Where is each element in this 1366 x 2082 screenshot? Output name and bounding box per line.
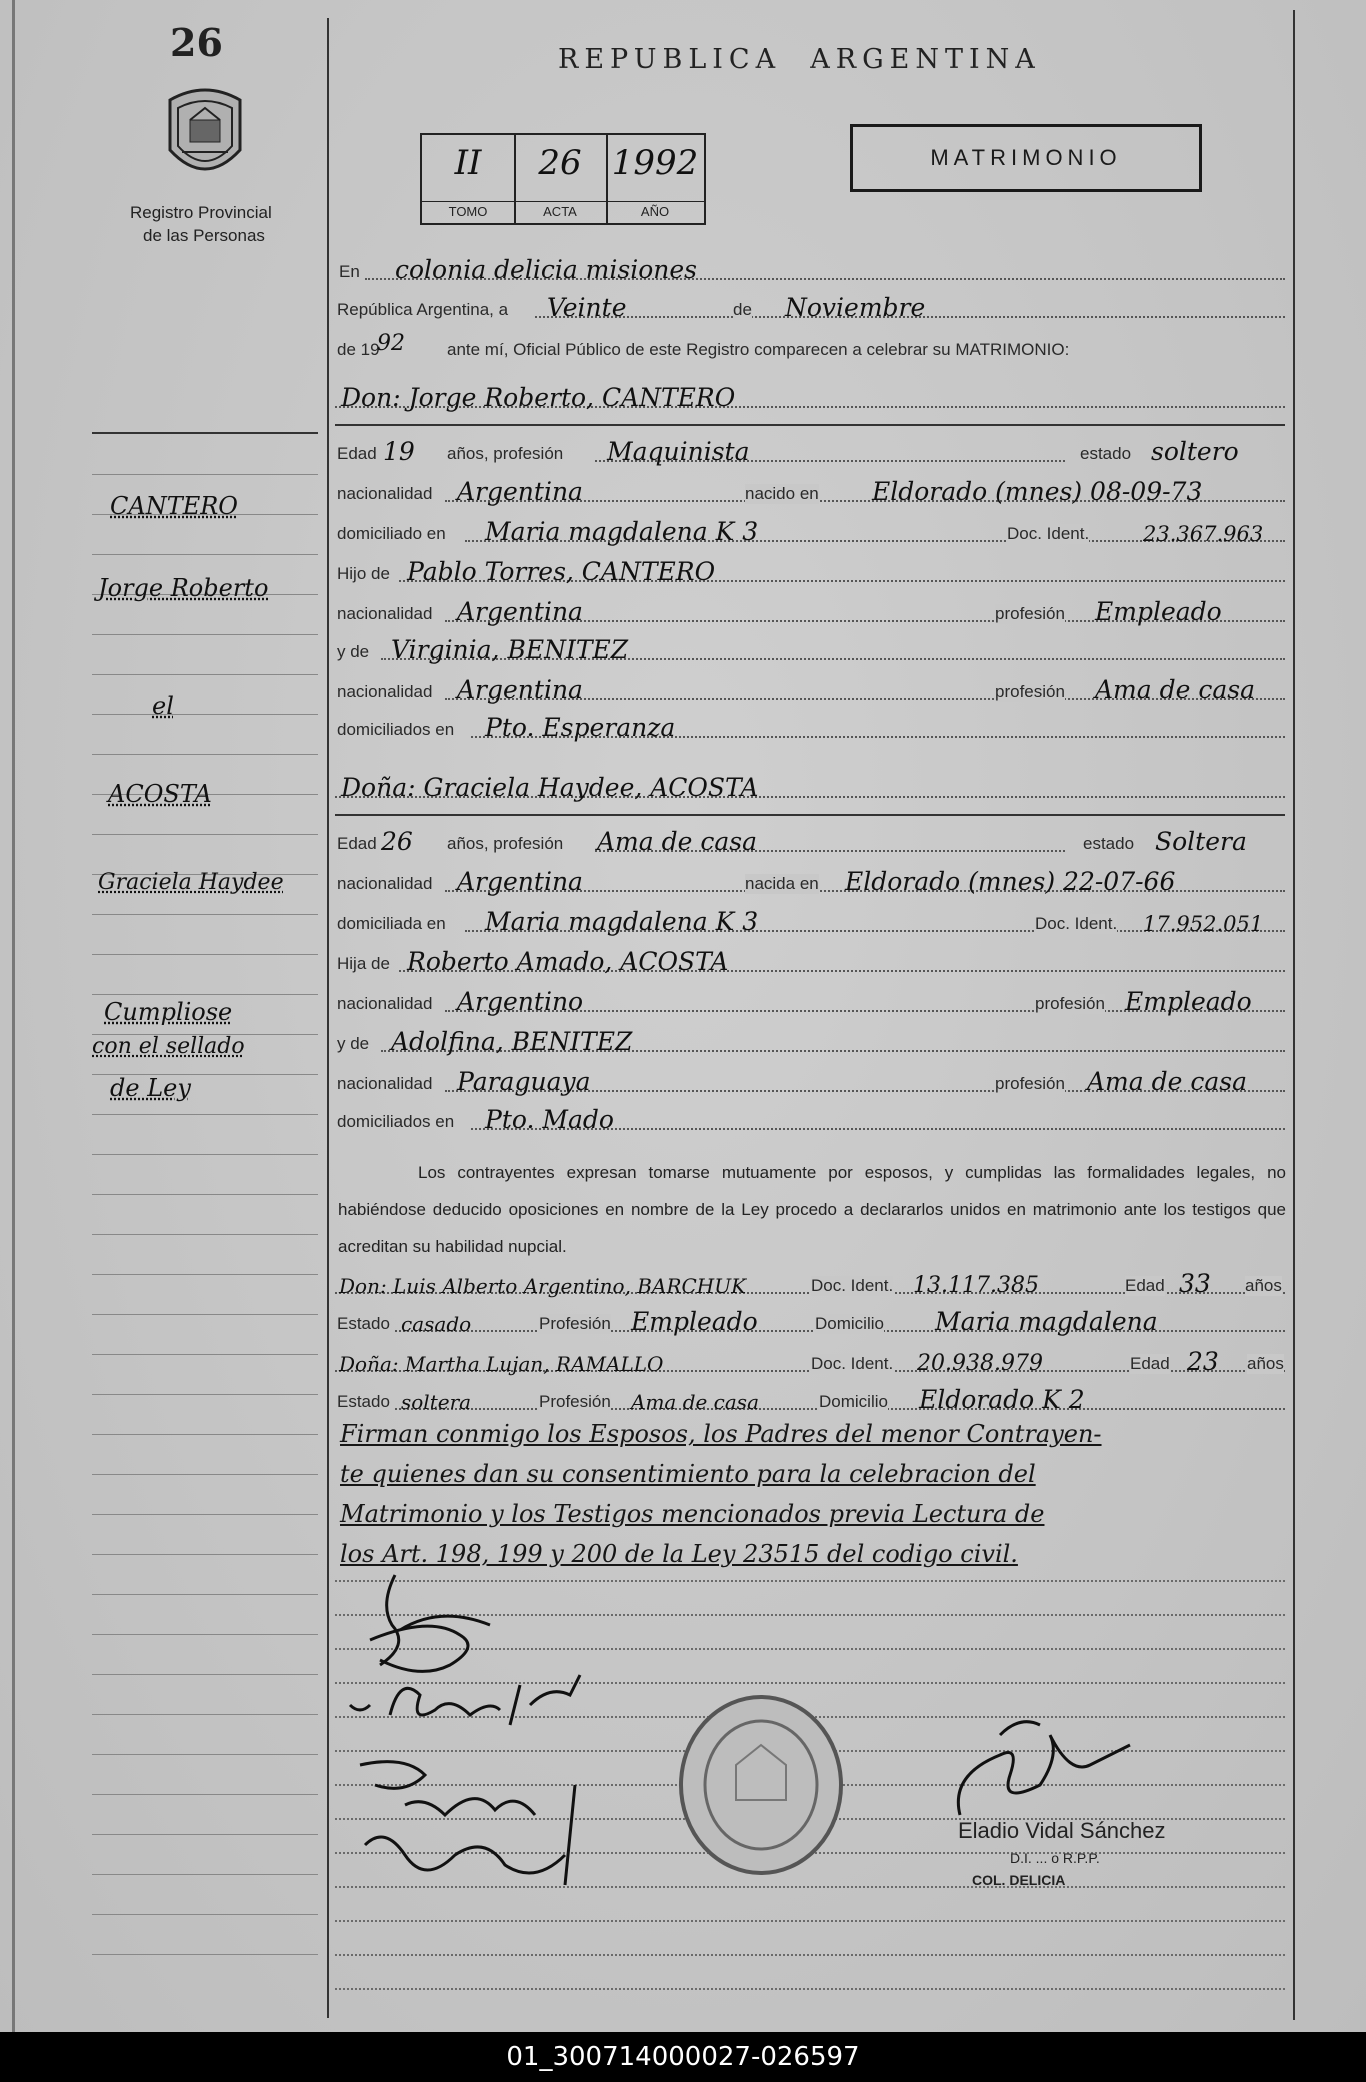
- margin-line: [92, 1514, 318, 1515]
- witness-1-address: Maria magdalena: [935, 1307, 1158, 1336]
- margin-top-rule: [92, 432, 318, 434]
- groom-doc-label: Doc. Ident.: [1007, 524, 1090, 543]
- bride-mother-field: [335, 1026, 1285, 1056]
- groom-father-nationality: Argentina: [457, 597, 583, 626]
- margin-line: [92, 1554, 318, 1555]
- groom-mother-field: [335, 634, 1285, 664]
- margin-line: [92, 1434, 318, 1435]
- margin-groom-surname: CANTERO: [110, 492, 238, 520]
- margin-line: [92, 1594, 318, 1595]
- groom-section-rule: [335, 424, 1285, 426]
- witness-2-address: Eldorado K 2: [919, 1385, 1085, 1414]
- groom-mother-prof-label: profesión: [995, 682, 1065, 701]
- bride-mother-profession: Ama de casa: [1087, 1067, 1247, 1096]
- day-value: Veinte: [547, 293, 627, 322]
- bride-father-prof-label: profesión: [1035, 994, 1105, 1013]
- bride-father-nationality: Argentino: [457, 987, 584, 1016]
- margin-line: [92, 954, 318, 955]
- margin-line: [92, 674, 318, 675]
- act-type-title: MATRIMONIO: [850, 124, 1202, 192]
- witness-2-age-label: Edad: [1130, 1354, 1170, 1373]
- bride-father-nat-field: [335, 986, 1285, 1016]
- margin-line: [92, 1874, 318, 1875]
- witness-1-name: Don: Luis Alberto Argentino, BARCHUK: [339, 1274, 747, 1298]
- bride-status: Soltera: [1155, 827, 1247, 856]
- margin-line: [92, 1834, 318, 1835]
- groom-parents-addr-field: [335, 712, 1285, 742]
- ref-acta: [514, 135, 608, 223]
- bride-parents-address: Pto. Mado: [485, 1105, 614, 1134]
- groom-name-field: [335, 382, 1285, 412]
- margin-line: [92, 914, 318, 915]
- margin-bride-surname: ACOSTA: [108, 780, 212, 808]
- witness-1-age: 33: [1179, 1269, 1211, 1298]
- witness-1-addr-label: Domicilio: [815, 1314, 884, 1333]
- margin-line: [92, 1114, 318, 1115]
- bride-father-label: Hija de: [337, 954, 390, 973]
- official-signature: [940, 1715, 1160, 1835]
- left-edge-line: [12, 0, 15, 2032]
- groom-mother: Virginia, BENITEZ: [391, 635, 629, 664]
- witness-1-doc-label: Doc. Ident.: [811, 1276, 894, 1295]
- year-prefix: de 19: [337, 340, 380, 359]
- groom-age-label: Edad: [337, 444, 377, 463]
- bride-age: 26: [381, 827, 413, 856]
- groom-status: soltero: [1151, 437, 1239, 466]
- margin-note-3: de Ley: [110, 1074, 191, 1102]
- witness-1-doc: 13.117.385: [913, 1273, 1039, 1298]
- margin-line: [92, 1194, 318, 1195]
- bride-father-field: [335, 946, 1285, 976]
- margin-line: [92, 1674, 318, 1675]
- margin-line: [92, 1314, 318, 1315]
- bride-mother-label: y de: [337, 1034, 370, 1053]
- bride-father-nat-label: nacionalidad: [337, 994, 433, 1013]
- witness-2-details-field: [335, 1384, 1285, 1414]
- groom-parents-address: Pto. Esperanza: [485, 713, 676, 742]
- witness-2-prof-label: Profesión: [539, 1392, 611, 1411]
- witness-2-status: soltera: [401, 1390, 472, 1414]
- margin-line: [92, 1714, 318, 1715]
- witness-2-name: Doña: Martha Lujan, RAMALLO: [339, 1352, 664, 1376]
- groom-father: Pablo Torres, CANTERO: [407, 557, 716, 586]
- margin-line: [92, 1914, 318, 1915]
- margin-note-2: con el sellado: [92, 1034, 245, 1059]
- closing-line-3: Matrimonio y los Testigos mencionados previa Lectura de: [340, 1500, 1045, 1528]
- groom-status-label: estado: [1080, 444, 1132, 463]
- groom-father-label: Hijo de: [337, 564, 390, 583]
- ref-tomo-value: II: [454, 143, 482, 183]
- bride-nat-label: nacionalidad: [337, 874, 433, 893]
- registry-name-line-2: de las Personas: [143, 226, 265, 245]
- margin-line: [92, 1154, 318, 1155]
- groom-nat-label: nacionalidad: [337, 484, 433, 503]
- bride-profession: Ama de casa: [597, 827, 757, 856]
- date-field: [335, 292, 1285, 322]
- closing-line-2: te quienes dan su consentimiento para la celebracion del: [340, 1460, 1036, 1488]
- groom-profession: Maquinista: [607, 437, 750, 466]
- bride-address: Maria magdalena K 3: [485, 907, 759, 936]
- bride-status-label: estado: [1083, 834, 1135, 853]
- margin-note-1: Cumpliose: [104, 998, 233, 1026]
- groom-doc: 23.367.963: [1143, 522, 1264, 546]
- margin-bride-name: Graciela Haydee: [98, 870, 284, 895]
- margin-line: [92, 834, 318, 835]
- witness-2-addr-label: Domicilio: [819, 1392, 888, 1411]
- page-number: 26: [170, 20, 223, 65]
- bride-mother: Adolfina, BENITEZ: [391, 1027, 633, 1056]
- groom-nationality-field: [335, 476, 1285, 506]
- bride-parents-addr-label: domiciliados en: [337, 1112, 455, 1131]
- bride-birth-label: nacida en: [745, 874, 819, 893]
- bride-nationality-field: [335, 866, 1285, 896]
- margin-line: [92, 1394, 318, 1395]
- place-value: colonia delicia misiones: [395, 255, 697, 284]
- groom-mother-nat-field: [335, 674, 1285, 704]
- groom-address-field: [335, 516, 1285, 546]
- ruled-line: [335, 1988, 1285, 1990]
- ruled-line: [335, 1920, 1285, 1922]
- margin-line: [92, 1354, 318, 1355]
- date-prefix: República Argentina, a: [337, 300, 509, 319]
- groom-mother-nat-label: nacionalidad: [337, 682, 433, 701]
- groom-birth: Eldorado (mnes) 08-09-73: [872, 477, 1203, 506]
- groom-mother-nationality: Argentina: [457, 675, 583, 704]
- bride-mother-nat-field: [335, 1066, 1285, 1096]
- bride-address-field: [335, 906, 1285, 936]
- witness-2-age: 23: [1187, 1347, 1219, 1376]
- ref-ano: [606, 135, 704, 223]
- bride-father: Roberto Amado, ACOSTA: [407, 947, 729, 976]
- ref-ano-label: AÑO: [606, 201, 704, 219]
- groom-father-nat-field: [335, 596, 1285, 626]
- witness-1-name-field: [335, 1268, 1285, 1298]
- ref-tomo-label: TOMO: [422, 201, 514, 219]
- place-field: [335, 254, 1285, 284]
- witness-1-prof-label: Profesión: [539, 1314, 611, 1333]
- margin-line: [92, 754, 318, 755]
- bride-section-rule: [335, 814, 1285, 816]
- groom-address: Maria magdalena K 3: [485, 517, 759, 546]
- bride-birth: Eldorado (mnes) 22-07-66: [845, 867, 1176, 896]
- bride-mother-nationality: Paraguaya: [457, 1067, 591, 1096]
- groom-addr-label: domiciliado en: [337, 524, 446, 543]
- country-heading: REPUBLICA ARGENTINA: [558, 44, 1041, 75]
- witness-1-age-unit: años: [1245, 1276, 1282, 1295]
- mother-signature: [345, 1745, 625, 1905]
- bride-addr-label: domiciliada en: [337, 914, 446, 933]
- groom-prof-label: años, profesión: [447, 444, 564, 463]
- official-name: Eladio Vidal Sánchez: [958, 1818, 1166, 1843]
- witness-1-age-label: Edad: [1125, 1276, 1165, 1295]
- witness-2-doc: 20.938.979: [917, 1351, 1043, 1376]
- bride-age-label: Edad: [337, 834, 377, 853]
- groom-father-field: [335, 556, 1285, 586]
- year-suffix: ante mí, Oficial Público de este Registro comparecen a celebrar su MATRIMONIO:: [447, 340, 1070, 359]
- margin-line: [92, 474, 318, 475]
- registry-stamp-icon: [676, 1690, 846, 1880]
- margin-line: [92, 1794, 318, 1795]
- bride-mother-prof-label: profesión: [995, 1074, 1065, 1093]
- margin-groom-name: Jorge Roberto: [98, 574, 269, 602]
- margin-line: [92, 1274, 318, 1275]
- right-border-line: [1293, 10, 1295, 2020]
- province-coat-of-arms-icon: [160, 80, 250, 190]
- witness-2-age-unit: años: [1247, 1354, 1284, 1373]
- bride-nationality: Argentina: [457, 867, 583, 896]
- month-value: Noviembre: [785, 293, 926, 322]
- month-label: de: [733, 300, 752, 319]
- declaration-paragraph: Los contrayentes expresan tomarse mutuamente por esposos, y cumplidas las formalidades legales, no habiéndose deducido oposiciones en nombre de la Ley procedo a declararlos unidos en matrimonio ante los testigos que acreditan su habilidad nupcial.: [338, 1163, 1286, 1256]
- groom-father-prof-label: profesión: [995, 604, 1065, 623]
- ref-acta-value: 26: [538, 143, 582, 183]
- groom-name: Don: Jorge Roberto, CANTERO: [341, 383, 736, 412]
- witness-1-profession: Empleado: [631, 1307, 758, 1336]
- groom-parents-addr-label: domiciliados en: [337, 720, 455, 739]
- witness-2-name-field: [335, 1346, 1285, 1376]
- official-title: D.I. ... o R.P.P.: [1010, 1850, 1100, 1866]
- bride-name-field: [335, 772, 1285, 802]
- registry-name-line-1: Registro Provincial: [130, 203, 272, 222]
- margin-line: [92, 1634, 318, 1635]
- ref-tomo: [422, 135, 516, 223]
- groom-father-profession: Empleado: [1095, 597, 1222, 626]
- bride-age-field: [335, 826, 1285, 856]
- bride-doc: 17.952.051: [1143, 912, 1264, 936]
- witness-1-status: casado: [401, 1312, 472, 1336]
- witness-1-status-label: Estado: [337, 1314, 390, 1333]
- year-field: [335, 332, 1285, 362]
- margin-conjunction: el: [152, 692, 174, 720]
- groom-mother-label: y de: [337, 642, 370, 661]
- official-office: COL. DELICIA: [972, 1872, 1066, 1888]
- closing-line-4: los Art. 198, 199 y 200 de la Ley 23515 del codigo civil.: [340, 1540, 1018, 1568]
- margin-line: [92, 994, 318, 995]
- bride-signature: [340, 1665, 620, 1745]
- witness-2-doc-label: Doc. Ident.: [811, 1354, 894, 1373]
- ref-ano-value: 1992: [611, 143, 699, 183]
- bride-parents-addr-field: [335, 1104, 1285, 1134]
- margin-line: [92, 1474, 318, 1475]
- groom-birth-label: nacido en: [745, 484, 819, 503]
- ruled-line: [335, 1954, 1285, 1956]
- margin-line: [92, 1754, 318, 1755]
- year-value: 92: [377, 331, 405, 356]
- margin-line: [92, 1234, 318, 1235]
- witness-1-details-field: [335, 1306, 1285, 1336]
- groom-age: 19: [383, 437, 415, 466]
- place-label: En: [339, 262, 360, 281]
- bride-prof-label: años, profesión: [447, 834, 564, 853]
- groom-nationality: Argentina: [457, 477, 583, 506]
- bride-mother-nat-label: nacionalidad: [337, 1074, 433, 1093]
- bride-doc-label: Doc. Ident.: [1035, 914, 1118, 933]
- ref-acta-label: ACTA: [514, 201, 606, 219]
- bride-name: Doña: Graciela Haydee, ACOSTA: [341, 773, 759, 802]
- groom-age-field: [335, 436, 1285, 466]
- bride-father-profession: Empleado: [1125, 987, 1252, 1016]
- closing-line-1: Firman conmigo los Esposos, los Padres del menor Contrayen-: [340, 1420, 1102, 1448]
- groom-father-nat-label: nacionalidad: [337, 604, 433, 623]
- act-reference-box: [420, 133, 706, 225]
- witness-2-profession: Ama de casa: [631, 1390, 759, 1414]
- groom-mother-profession: Ama de casa: [1095, 675, 1255, 704]
- witness-2-status-label: Estado: [337, 1392, 390, 1411]
- margin-line: [92, 1954, 318, 1955]
- footer-caption: 01_300714000027-026597: [0, 2032, 1366, 2082]
- margin-line: [92, 634, 318, 635]
- margin-line: [92, 554, 318, 555]
